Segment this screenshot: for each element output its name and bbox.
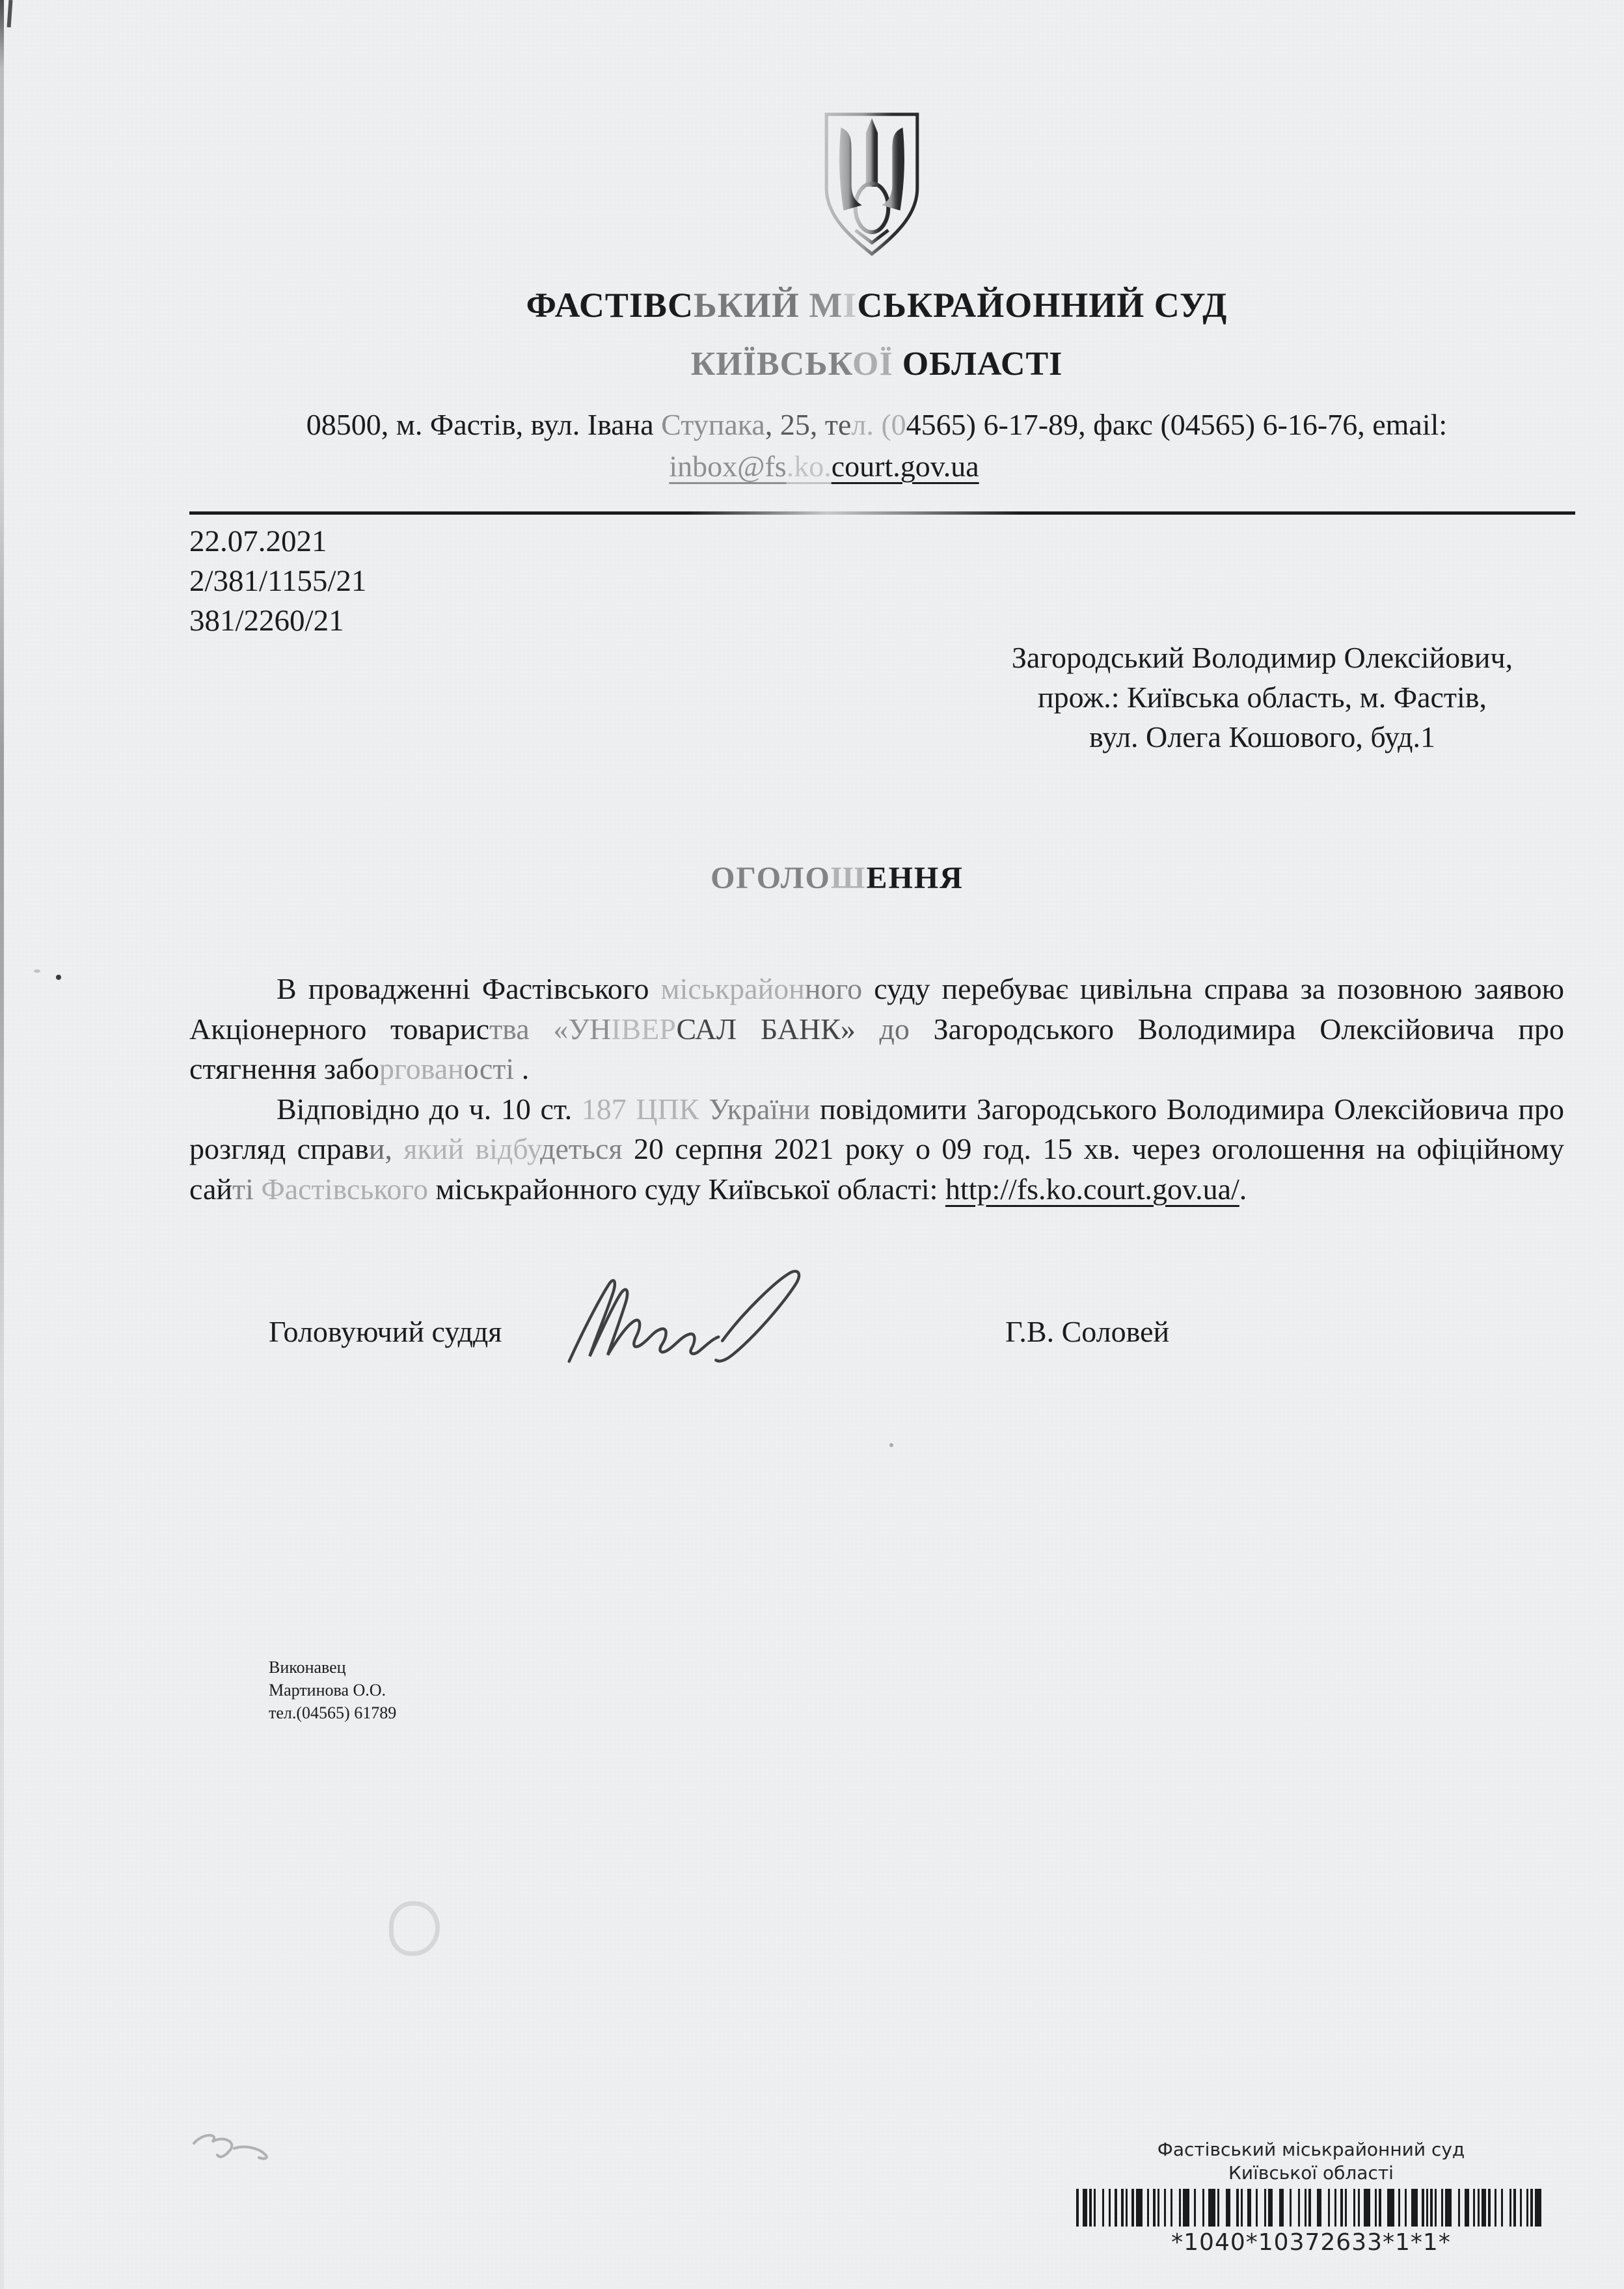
recipient-address-line1: прож.: Київська область, м. Фастів, bbox=[1037, 681, 1487, 714]
scan-corner-mark bbox=[7, 0, 13, 27]
ink-speck-faint bbox=[34, 969, 40, 973]
body-paragraph-2: Відповідно до ч. 10 ст. 187 ЦПК України повідомити Загородського Володимира Олексійовича про розгляд справи, який відбудеться 20 серпня 2021 року о 09 год. 15 хв. через оголошення на офіційному сайті Фастівського міськрайонного суду Київської області: http://fs.ko.court.gov.ua/. bbox=[189, 1092, 1565, 1206]
scan-edge-shadow bbox=[0, 0, 4, 2289]
document-body bbox=[189, 969, 1564, 1209]
barcode-value: *1040*10372633*1*1* bbox=[1171, 2229, 1451, 2256]
barcode-caption-line1: Фастівський міськрайонний суд bbox=[1157, 2139, 1465, 2160]
barcode-caption-line2: Київської області bbox=[1228, 2162, 1394, 2184]
registration-number: 381/2260/21 bbox=[189, 604, 344, 638]
judge-name: Г.В. Соловей bbox=[1005, 1315, 1170, 1348]
recipient-address-line2: вул. Олега Кошового, буд.1 bbox=[1089, 720, 1436, 753]
executor-role-label: Виконавец bbox=[269, 1658, 346, 1677]
smudge-mark bbox=[389, 1901, 440, 1956]
court-email-line: inbox@fs.ko.court.gov.ua bbox=[669, 450, 979, 483]
judge-handwritten-signature bbox=[550, 1261, 859, 1381]
executor-name: Мартинова О.О. bbox=[269, 1681, 386, 1700]
judge-title-label: Головуючий суддя bbox=[269, 1315, 502, 1348]
barcode-block bbox=[1031, 2138, 1591, 2256]
letterhead-divider-rule bbox=[189, 511, 1575, 515]
ukraine-trident-emblem-icon bbox=[816, 108, 928, 262]
document-meta-block bbox=[189, 522, 366, 641]
court-name-line1: ФАСТІВСЬКИЙ МІСЬКРАЙОННИЙ СУД bbox=[526, 286, 1228, 325]
executor-block bbox=[269, 1656, 396, 1724]
case-number: 2/381/1155/21 bbox=[189, 564, 367, 598]
document-title: ОГОЛОШЕННЯ bbox=[710, 861, 964, 895]
pencil-smudge bbox=[182, 2122, 325, 2174]
recipient-name: Загородський Володимир Олексійович, bbox=[1011, 641, 1513, 674]
executor-phone: тел.(04565) 61789 bbox=[269, 1703, 397, 1722]
body-paragraph-1: В провадженні Фастівського міськрайонного суду перебуває цивільна справа за позовною заявою Акціонерного товариства «УНІВЕРСАЛ БАНК» до Загородського Володимира Олексійовича про стягнення заборгованості . bbox=[189, 972, 1564, 1085]
document-date: 22.07.2021 bbox=[189, 524, 327, 558]
court-name-line2: КИЇВСЬКОЇ ОБЛАСТІ bbox=[690, 345, 1063, 383]
ink-speck bbox=[56, 975, 61, 980]
barcode bbox=[1053, 2189, 1569, 2227]
court-address-line: 08500, м. Фастів, вул. Івана Ступака, 25, тел. (04565) 6-17-89, факс (04565) 6-16-76, email: bbox=[306, 408, 1448, 441]
paper-speck bbox=[889, 1443, 893, 1447]
recipient-block bbox=[969, 638, 1555, 757]
